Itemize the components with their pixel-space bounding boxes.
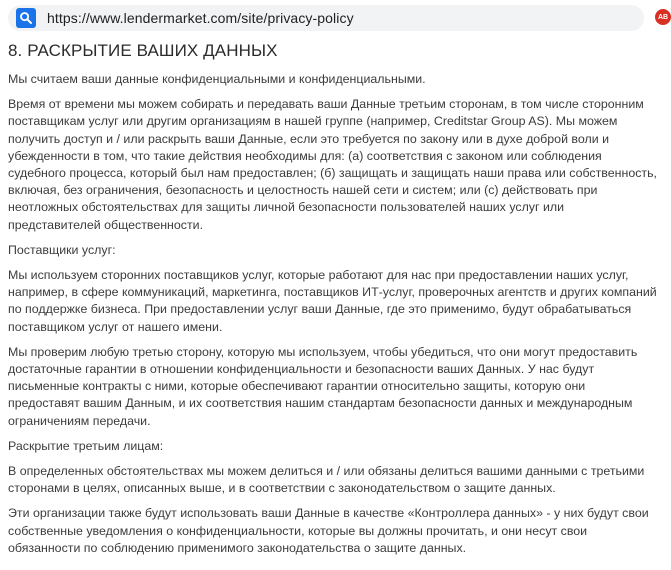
subheading-third-party-disclosure: Раскрытие третьим лицам: [8, 438, 164, 453]
paragraph-third-party-disclosure: В определенных обстоятельствах мы можем делиться и / или обязаны делиться вашими данными с третьими сторонами в целях, описанных выше, и в соответствии с законодательством о защите данных. [8, 464, 645, 496]
section-title: 8. РАСКРЫТИЕ ВАШИХ ДАННЫХ [8, 41, 278, 60]
paragraph-data-controllers: Эти организации также будут использовать ваши Данные в качестве «Контроллера данных» - у них будут свои собственные уведомления о конфиденциальности, которые вы должны прочитать, и они несут свои обязанности по соблюдению применимого законодательства о защите данных. [8, 506, 649, 555]
address-bar[interactable] [8, 5, 644, 31]
search-icon [16, 8, 36, 28]
paragraph-confidentiality: Мы считаем ваши данные конфиденциальными и конфиденциальными. [8, 72, 426, 86]
adblock-extension-icon[interactable]: AB [655, 9, 671, 25]
subheading-service-providers: Поставщики услуг: [8, 242, 116, 257]
paragraph-service-providers: Мы используем сторонних поставщиков услуг, которые работают для нас при предоставлении наших услуг, например, в сфере коммуникаций, маркетинга, поставщиков ИТ-услуг, проверочных агентств и других компаний по поддержке бизнеса. При предоставлении услуг ваши Данные, где это применимо, будут обрабатываться поставщиком услуг от нашего имени. [8, 268, 657, 334]
url-text[interactable]: https://www.lendermarket.com/site/privacy-policy [47, 10, 354, 26]
paragraph-third-party-checks: Мы проверим любую третью сторону, которую мы используем, чтобы убедиться, что они могут предоставить достаточные гарантии в отношении конфиденциальности и безопасности ваших Данных. У нас будут письменные контракты с ними, которые обеспечивают гарантии относительно защиты, которую они предоставят вашим Данным, и их соответствия нашим стандартам безопасности данных и международным ограничениям передачи. [8, 344, 638, 428]
paragraph-data-sharing: Время от времени мы можем собирать и передавать ваши Данные третьим сторонам, в том числе сторонним поставщикам услуг или другим организациям в нашей группе (например, Creditstar Group AS). Мы можем получить доступ и / или раскрыть ваши Данные, если это требуется по закону или в духе доброй воли и убежденности в том, что такие действия необходимы для: (а) соответствия с законом или соблюдения судебного процесса, который был нам предоставлен; (б) защищать и защищать наши права или собственность, включая, без ограничения, безопасность и целостность нашей сети и систем; или (с) действовать при неотложных обстоятельствах для защиты личной безопасности пользователей наших услуг или представителей общественности. [8, 97, 657, 232]
privacy-policy-section [8, 40, 660, 565]
